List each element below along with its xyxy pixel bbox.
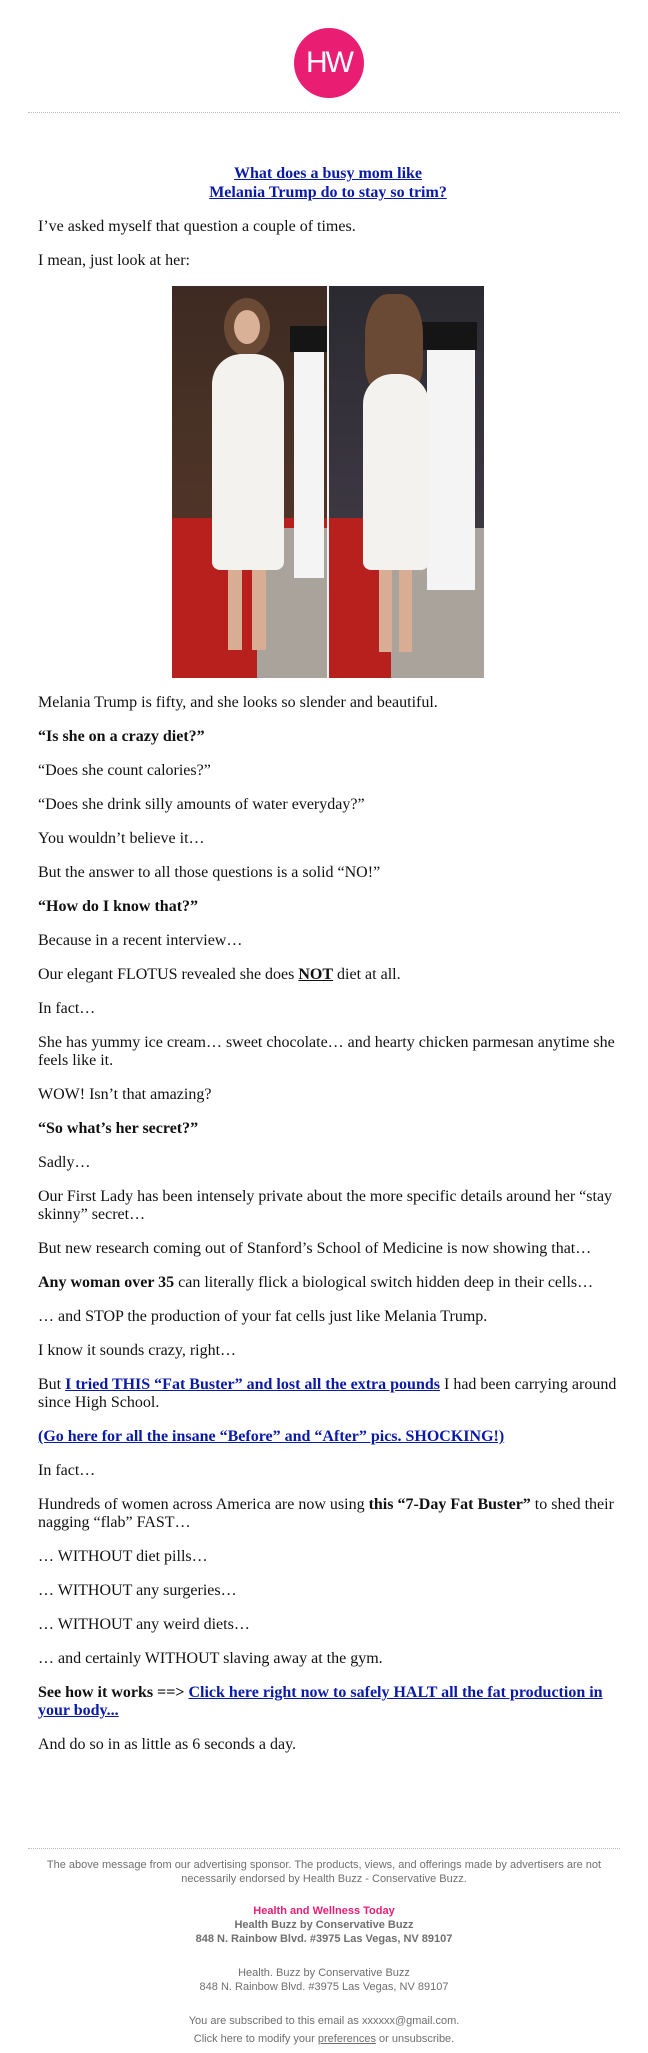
paragraph: … WITHOUT any surgeries… [38,1582,237,1599]
photo-panel-side [329,286,484,678]
fat-buster-link[interactable]: I tried THIS “Fat Buster” and lost all the extra pounds [65,1376,440,1393]
paragraph: You wouldn’t believe it… [38,830,205,847]
sponsor-disclaimer: The above message from our advertising sponsor. The products, views, and offerings made by advertisers are not necessarily endorsed by Health Buzz - Conservative Buzz. [46,1859,602,1885]
paragraph: “Does she count calories?” [38,762,211,779]
paragraph: In fact… [38,1000,96,1017]
paragraph: Because in a recent interview… [38,932,243,949]
preferences-line: Click here to modify your preferences or unsubscribe. [193,2033,455,2045]
paragraph: “Is she on a crazy diet?” [38,728,205,745]
halt-fat-link[interactable]: Click here right now to safely HALT all the fat production in your body... [38,1684,603,1719]
paragraph: WOW! Isn’t that amazing? [38,1086,212,1103]
preferences-link[interactable]: preferences [317,2033,376,2045]
paragraph: … and certainly WITHOUT slaving away at the gym. [38,1650,383,1667]
footer-sender-2: Health. Buzz by Conservative Buzz [238,1967,410,1979]
footer-sender: Health Buzz by Conservative Buzz [234,1919,414,1931]
footer-brand: Health and Wellness Today [253,1905,395,1917]
paragraph: Sadly… [38,1154,91,1171]
photo-panel-front [172,286,327,678]
intro-paragraph: I’ve asked myself that question a couple of times. [38,218,356,235]
footer-divider [28,1848,620,1849]
paragraph: But I tried THIS “Fat Buster” and lost all the extra pounds I had been carrying around since High School. [38,1376,617,1411]
paragraph: … WITHOUT diet pills… [38,1548,208,1565]
paragraph: Our First Lady has been intensely private about the more specific details around her “stay skinny” secret… [38,1188,613,1223]
headline-line-1: What does a busy mom like [233,165,423,182]
paragraph: I know it sounds crazy, right… [38,1342,237,1359]
paragraph [38,1428,618,1446]
paragraph: … WITHOUT any weird diets… [38,1616,250,1633]
paragraph: Any woman over 35 can literally flick a biological switch hidden deep in their cells… [38,1274,594,1291]
hw-logo[interactable]: HW [294,28,364,98]
paragraph: … and STOP the production of your fat cells just like Melania Trump. [38,1308,488,1325]
headline-line-2: Melania Trump do to stay so trim? [209,184,447,201]
logo-header [0,0,648,110]
paragraph: She has yummy ice cream… sweet chocolate… and hearty chicken parmesan anytime she feels like it. [38,1034,615,1069]
melania-photo[interactable] [172,286,484,678]
paragraph: “How do I know that?” [38,898,199,915]
paragraph: “Does she drink silly amounts of water everyday?” [38,796,365,813]
headline-link[interactable] [209,165,447,201]
paragraph: Hundreds of women across America are now using this “7-Day Fat Buster” to shed their nagging “flab” FAST… [38,1496,614,1531]
paragraph: But the answer to all those questions is a solid “NO!” [38,864,381,881]
email-footer [28,1858,620,2046]
footer-address-2: 848 N. Rainbow Blvd. #3975 Las Vegas, NV 89107 [199,1981,449,1993]
subscription-notice: You are subscribed to this email as xxxxxx@gmail.com. [188,2015,460,2027]
footer-address: 848 N. Rainbow Blvd. #3975 Las Vegas, NV 89107 [195,1933,453,1945]
header-divider [28,112,620,113]
before-after-link[interactable]: (Go here for all the insane “Before” and “After” pics. SHOCKING!) [38,1428,505,1445]
paragraph: See how it works ==> Click here right now to safely HALT all the fat production in your body... [38,1684,603,1719]
intro-paragraph: I mean, just look at her: [38,252,190,269]
paragraph: But new research coming out of Stanford’s School of Medicine is now showing that… [38,1240,592,1257]
headline [38,164,618,202]
paragraph: And do so in as little as 6 seconds a day. [38,1736,297,1753]
article-body [38,150,618,1770]
paragraph: In fact… [38,1462,96,1479]
paragraph: “So what’s her secret?” [38,1120,199,1137]
paragraph: Melania Trump is fifty, and she looks so slender and beautiful. [38,694,438,711]
paragraph: Our elegant FLOTUS revealed she does NOT diet at all. [38,966,401,983]
